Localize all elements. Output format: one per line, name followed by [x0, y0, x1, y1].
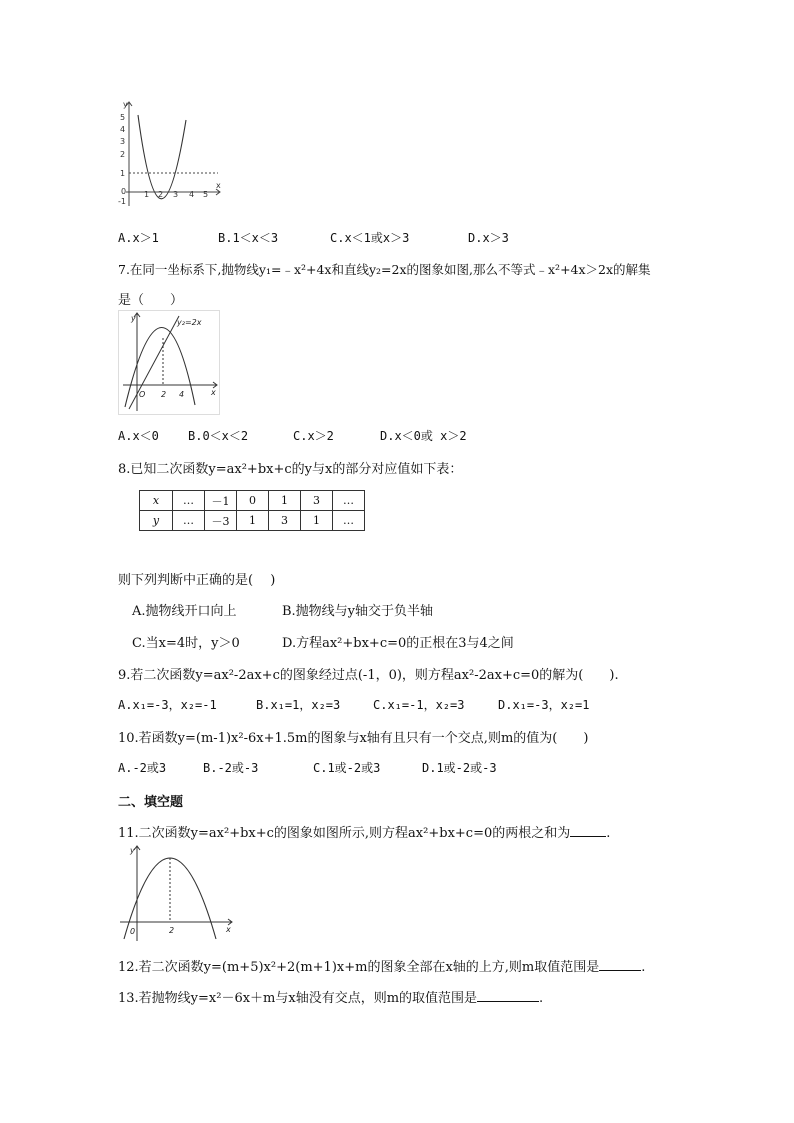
table-cell: x [140, 491, 173, 511]
table-cell: 3 [301, 491, 333, 511]
q8-question: 则下列判断中正确的是( ) [118, 573, 276, 588]
q12-stem-end: . [641, 960, 646, 975]
q13-stem-end: . [539, 991, 544, 1006]
table-cell: －3 [205, 511, 237, 531]
q7-line-label: y₂=2x [177, 318, 202, 327]
q7-origin: O [139, 390, 146, 399]
table-cell: 1 [301, 511, 333, 531]
q9-option-a[interactable]: A.x₁=-3，x₂=-1 [118, 698, 217, 712]
q10-option-d[interactable]: D.1或-2或-3 [422, 761, 497, 775]
q11-origin: 0 [130, 927, 136, 936]
graph1-xtick: 3 [173, 190, 179, 199]
q9-option-b[interactable]: B.x₁=1，x₂=3 [256, 698, 341, 712]
graph1-ytick: 1 [120, 169, 126, 178]
table-cell: 3 [269, 511, 301, 531]
q13-answer-blank[interactable] [477, 989, 539, 1002]
graph1-xtick: 4 [189, 190, 195, 199]
table-cell: 1 [269, 491, 301, 511]
q11-stem-text: 11.二次函数y=ax²+bx+c的图象如图所示,则方程ax²+bx+c=0的两根之和为 [118, 826, 571, 841]
table-row [140, 511, 365, 531]
q11-x-label: x [226, 925, 231, 934]
graph1-origin: 0 [121, 187, 127, 196]
q8-option-a[interactable]: A.抛物线开口向上 [132, 604, 237, 619]
q10-option-b[interactable]: B.-2或-3 [203, 761, 259, 775]
q8-option-b[interactable]: B.抛物线与y轴交于负半轴 [282, 604, 434, 619]
q13-stem-text: 13.若抛物线y=x²－6x＋m与x轴没有交点，则m的取值范围是 [118, 991, 478, 1006]
q11-stem [118, 822, 610, 841]
graph1-ytick: 4 [120, 125, 126, 134]
q7-graph [118, 310, 220, 415]
q7-stem-cont: 是（ ） [118, 293, 184, 308]
table-cell: 1 [237, 511, 269, 531]
q7-y-label: y [131, 314, 136, 323]
table-cell: 0 [237, 491, 269, 511]
graph1-ytick: 5 [120, 113, 126, 122]
q11-graph [118, 843, 236, 943]
q10-option-c[interactable]: C.1或-2或3 [313, 761, 381, 775]
q12-stem [118, 956, 645, 975]
q7-stem: 7.在同一坐标系下,抛物线y₁=﹣x²+4x和直线y₂=2x的图象如图,那么不等式﹣x²+4x＞2x的解集 [118, 262, 651, 277]
table-cell: … [333, 491, 365, 511]
graph1-xtick: 1 [144, 190, 150, 199]
q7-option-d[interactable]: D.x＜0或 x＞2 [380, 429, 467, 443]
q7-tick-4: 4 [179, 390, 185, 399]
q9-stem: 9.若二次函数y=ax²-2ax+c的图象经过点(-1，0)，则方程ax²-2ax+c=0的解为( ). [118, 668, 619, 683]
graph1-ytick: -1 [118, 197, 126, 206]
q11-tick-2: 2 [169, 926, 175, 935]
q12-stem-text: 12.若二次函数y=(m+5)x²+2(m+1)x+m的图象全部在x轴的上方,则m取值范围是 [118, 960, 600, 975]
table-cell: … [173, 511, 205, 531]
graph1-x-label: x [216, 181, 221, 190]
q11-y-label: y [130, 846, 135, 855]
q6-option-d[interactable]: D.x＞3 [468, 231, 509, 245]
q11-stem-end: . [606, 826, 611, 841]
q8-value-table [139, 490, 365, 531]
q9-option-c[interactable]: C.x₁=-1，x₂=3 [373, 698, 465, 712]
q10-stem: 10.若函数y=(m-1)x²-6x+1.5m的图象与x轴有且只有一个交点,则m的值为( ) [118, 731, 589, 746]
q7-tick-2: 2 [161, 390, 167, 399]
q11-answer-blank[interactable] [570, 824, 606, 837]
q13-stem [118, 987, 543, 1006]
graph1-xtick: 2 [158, 190, 164, 199]
q9-option-d[interactable]: D.x₁=-3，x₂=1 [498, 698, 590, 712]
section-title: 二、填空题 [118, 795, 184, 810]
q6-option-a[interactable]: A.x＞1 [118, 231, 159, 245]
q7-option-a[interactable]: A.x＜0 [118, 429, 159, 443]
table-cell: … [333, 511, 365, 531]
graph1-ytick: 3 [120, 137, 126, 146]
table-cell: －1 [205, 491, 237, 511]
table-row [140, 491, 365, 511]
q8-option-d[interactable]: D.方程ax²+bx+c=0的正根在3与4之间 [282, 636, 514, 651]
q6-parabola-graph [116, 100, 226, 210]
q7-x-label: x [211, 388, 216, 397]
graph1-xtick: 5 [203, 190, 209, 199]
q6-option-b[interactable]: B.1＜x＜3 [218, 231, 279, 245]
graph1-y-label: y [123, 100, 128, 109]
q8-option-c[interactable]: C.当x=4时，y＞0 [132, 636, 240, 651]
table-cell: y [140, 511, 173, 531]
q7-option-b[interactable]: B.0＜x＜2 [188, 429, 249, 443]
graph1-ytick: 2 [120, 150, 126, 159]
q6-option-c[interactable]: C.x＜1或x＞3 [330, 231, 410, 245]
table-cell: … [173, 491, 205, 511]
q7-option-c[interactable]: C.x＞2 [293, 429, 334, 443]
q10-option-a[interactable]: A.-2或3 [118, 761, 167, 775]
q12-answer-blank[interactable] [599, 958, 641, 971]
q8-stem: 8.已知二次函数y=ax²+bx+c的y与x的部分对应值如下表： [118, 462, 463, 477]
